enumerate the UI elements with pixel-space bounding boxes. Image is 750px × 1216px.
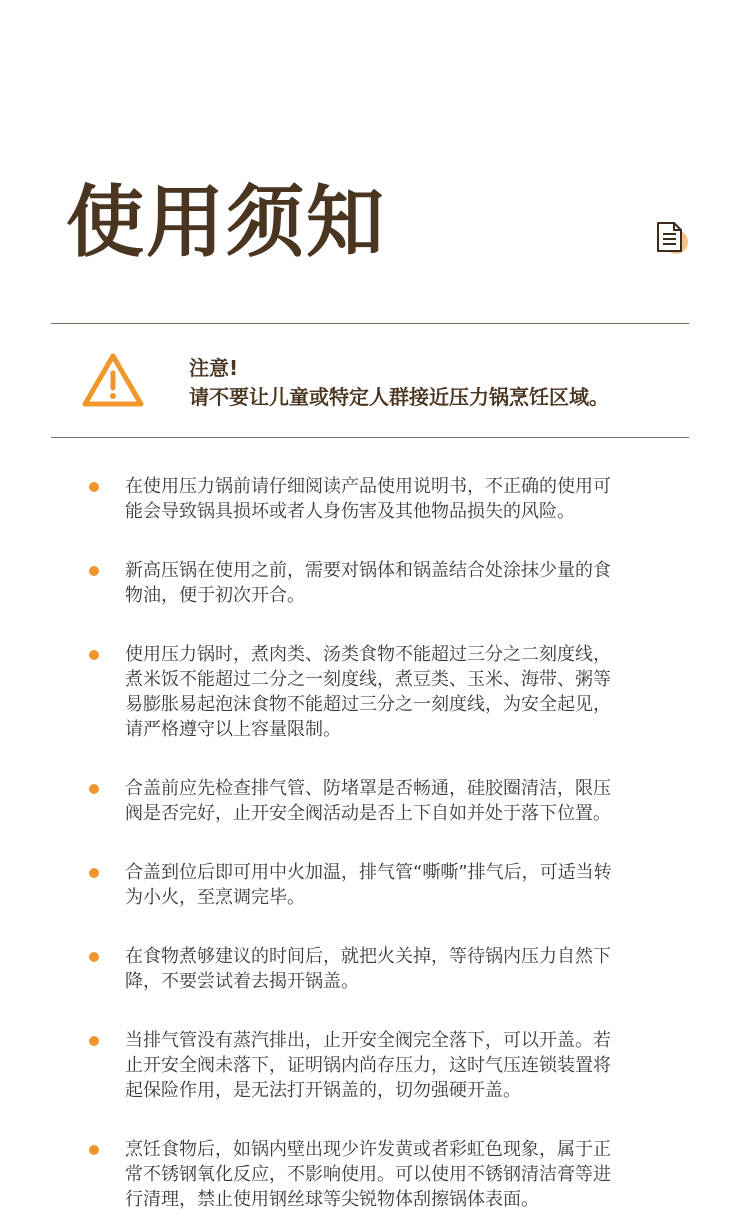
note-text-line: 易膨胀易起泡沫食物不能超过三分之一刻度线，为安全起见， <box>125 694 611 715</box>
bullet-dot <box>89 1036 99 1046</box>
note-item <box>87 474 687 524</box>
bottom-divider <box>51 437 689 438</box>
note-text-line: 行清理，禁止使用钢丝球等尖锐物体刮擦锅体表面。 <box>125 1189 539 1210</box>
note-item <box>87 776 687 826</box>
note-item <box>87 860 687 910</box>
page-title: 使用须知 <box>66 178 387 268</box>
bullet-dot <box>89 566 99 576</box>
document-icon <box>654 220 690 256</box>
note-text-line: 当排气管没有蒸汽排出，止开安全阀完全落下，可以开盖。若 <box>125 1030 611 1051</box>
warning-triangle-icon <box>80 350 146 410</box>
note-item <box>87 642 687 742</box>
warning-message: 请不要让儿童或特定人群接近压力锅烹饪区域。 <box>189 385 609 409</box>
note-text-line: 阀是否完好，止开安全阀活动是否上下自如并处于落下位置。 <box>125 803 611 824</box>
usage-notes-list <box>87 474 687 1212</box>
note-text-line: 起保险作用，是无法打开锅盖的，切勿强硬开盖。 <box>125 1080 521 1101</box>
bullet-dot <box>89 482 99 492</box>
note-text-line: 降，不要尝试着去揭开锅盖。 <box>125 971 359 992</box>
note-text-line: 请严格遵守以上容量限制。 <box>125 719 341 740</box>
note-text-line: 止开安全阀未落下，证明锅内尚存压力，这时气压连锁装置将 <box>125 1055 611 1076</box>
bullet-dot <box>89 650 99 660</box>
bullet-dot <box>89 868 99 878</box>
note-item <box>87 944 687 994</box>
note-text-line: 在食物煮够建议的时间后，就把火关掉，等待锅内压力自然下 <box>125 946 611 967</box>
bullet-dot <box>89 952 99 962</box>
note-text-line: 常不锈钢氧化反应，不影响使用。可以使用不锈钢清洁膏等进 <box>125 1164 611 1185</box>
note-text-line: 为小火，至烹调完毕。 <box>125 887 305 908</box>
note-text-line: 新高压锅在使用之前，需要对锅体和锅盖结合处涂抹少量的食 <box>125 560 611 581</box>
note-text-line: 烹饪食物后，如锅内壁出现少许发黄或者彩虹色现象，属于正 <box>125 1139 611 1160</box>
warning-notice <box>189 354 609 412</box>
bullet-dot <box>89 1145 99 1155</box>
warning-heading: 注意! <box>189 356 239 380</box>
note-text-line: 能会导致锅具损坏或者人身伤害及其他物品损失的风险。 <box>125 501 575 522</box>
top-divider <box>51 323 689 324</box>
note-text-line: 使用压力锅时，煮肉类、汤类食物不能超过三分之二刻度线， <box>125 644 611 665</box>
note-text-line: 合盖前应先检查排气管、防堵罩是否畅通，硅胶圈清洁，限压 <box>125 778 611 799</box>
note-text-line: 合盖到位后即可用中火加温，排气管“嘶嘶”排气后，可适当转 <box>125 862 612 883</box>
note-item <box>87 1137 687 1212</box>
note-text-line: 煮米饭不能超过二分之一刻度线，煮豆类、玉米、海带、粥等 <box>125 669 611 690</box>
bullet-dot <box>89 784 99 794</box>
note-text-line: 在使用压力锅前请仔细阅读产品使用说明书，不正确的使用可 <box>125 476 611 497</box>
note-item <box>87 1028 687 1103</box>
note-item <box>87 558 687 608</box>
note-text-line: 物油，便于初次开合。 <box>125 585 305 606</box>
